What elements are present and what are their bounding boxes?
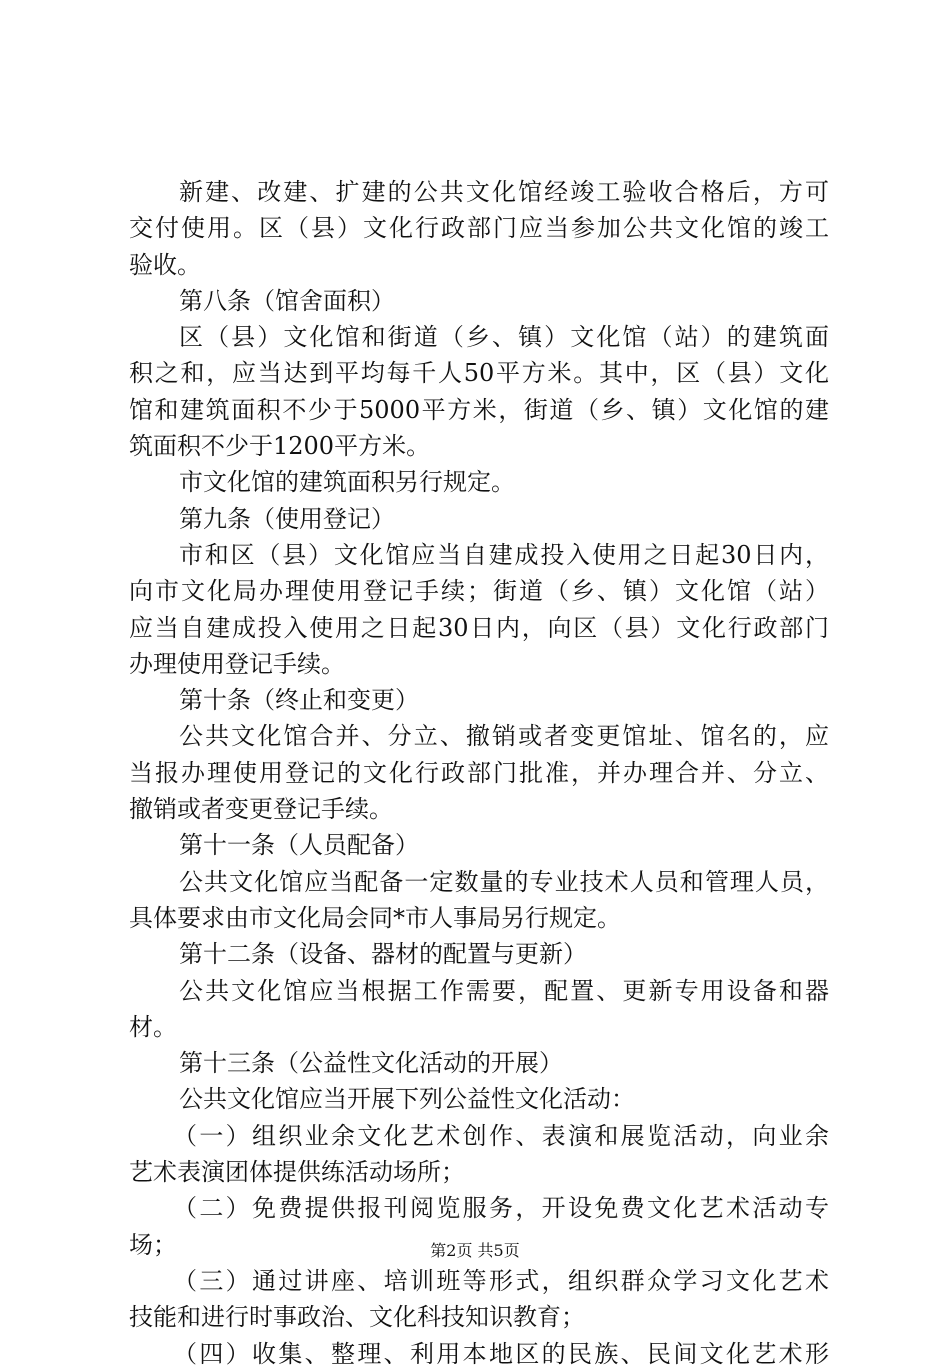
text-line: 艺术表演团体提供练活动场所； (129, 1158, 465, 1187)
text-line: 第八条（馆舍面积） (179, 286, 395, 315)
text-line: 第十条（终止和变更） (179, 686, 419, 715)
text-line: 新建、改建、扩建的公共文化馆经竣工验收合格后，方可 (179, 178, 829, 206)
text-line: 验收。 (129, 250, 201, 279)
text-line: （三）通过讲座、培训班等形式，组织群众学习文化艺术 (173, 1266, 829, 1295)
text-line: 办理使用登记手续。 (129, 649, 345, 678)
text-line: （一）组织业余文化艺术创作、表演和展览活动，向业余 (173, 1121, 829, 1150)
text-line: 公共文化馆合并、分立、撤销或者变更馆址、馆名的，应 (179, 722, 829, 751)
text-line: 具体要求由市文化局会同*市人事局另行规定。 (129, 903, 621, 932)
page-footer: 第2页 共5页 (430, 1241, 520, 1260)
text-line: 应当自建成投入使用之日起30日内，向区（县）文化行政部门 (129, 613, 829, 642)
text-line: 交付使用。区（县）文化行政部门应当参加公共文化馆的竣工 (129, 214, 829, 243)
text-line: 市文化馆的建筑面积另行规定。 (179, 468, 515, 497)
text-line: 公共文化馆应当开展下列公益性文化活动： (179, 1085, 635, 1114)
text-line: 第十一条（人员配备） (179, 831, 419, 860)
text-line: 第十二条（设备、器材的配置与更新） (179, 940, 587, 969)
text-line: 材。 (129, 1012, 177, 1041)
text-line: （二）免费提供报刊阅览服务，开设免费文化艺术活动专 (173, 1194, 829, 1223)
text-line: 撤销或者变更登记手续。 (129, 795, 393, 824)
text-line: （四）收集、整理、利用本地区的民族、民间文化艺术形 (173, 1339, 829, 1368)
document-body (129, 174, 829, 1372)
text-line: 筑面积不少于1200平方米。 (129, 432, 431, 461)
text-line: 技能和进行时事政治、文化科技知识教育； (129, 1303, 585, 1332)
text-line: 场； (129, 1230, 177, 1259)
text-line: 市和区（县）文化馆应当自建成投入使用之日起30日内， (179, 540, 829, 569)
text-line: 第九条（使用登记） (179, 504, 395, 533)
text-line: 向市文化局办理使用登记手续；街道（乡、镇）文化馆（站） (129, 577, 829, 606)
text-line: 馆和建筑面积不少于5000平方米，街道（乡、镇）文化馆的建 (129, 395, 829, 424)
text-line: 区（县）文化馆和街道（乡、镇）文化馆（站）的建筑面 (179, 323, 829, 352)
text-line: 公共文化馆应当配备一定数量的专业技术人员和管理人员， (179, 867, 829, 896)
text-line: 积之和，应当达到平均每千人50平方米。其中，区（县）文化 (129, 359, 829, 388)
text-line: 当报办理使用登记的文化行政部门批准，并办理合并、分立、 (129, 758, 829, 787)
text-line: 公共文化馆应当根据工作需要，配置、更新专用设备和器 (179, 976, 829, 1005)
text-line: 第十三条（公益性文化活动的开展） (179, 1049, 563, 1078)
